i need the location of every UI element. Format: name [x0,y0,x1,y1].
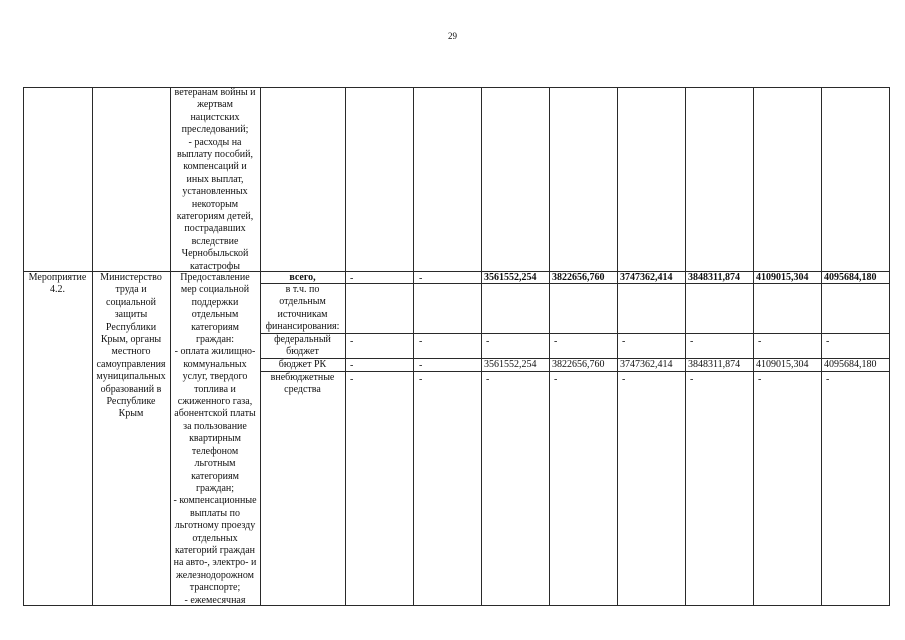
value-cell: - [350,374,354,385]
text-line: Чернобыльской [181,248,249,260]
text-line: внебюджетные [270,372,335,383]
col-line-10 [753,87,754,605]
event-executor [92,272,170,421]
col-line-8 [617,87,618,605]
text-line: компенсаций и [183,161,247,173]
text-line: граждан: [195,334,235,346]
text-line: нацистских [190,111,240,123]
text-line: жертвам [197,99,233,111]
value-cell: 3747362,414 [620,272,673,283]
event-label [23,272,92,297]
col-line-12 [889,87,890,605]
value-cell: 3747362,414 [620,359,673,370]
value-cell: - [554,374,558,385]
value-cell: - [622,336,626,347]
text-line: коммунальных [183,358,247,370]
value-cell: 3822656,760 [552,272,605,283]
text-line: ветеранам войны и [174,87,256,98]
text-line: всего, [289,272,316,283]
text-line: установленных [182,186,248,198]
text-line: граждан; [195,482,235,494]
value-cell: - [486,336,490,347]
description-continued [170,87,260,273]
page-number: 29 [448,31,457,41]
text-line: на авто-, электро- и [173,557,257,569]
value-cell: - [622,374,626,385]
text-line: категорий граждан [174,544,256,556]
row-divider-5 [260,371,890,372]
text-line: самоуправления [96,358,166,370]
text-line: льготным [194,458,236,470]
text-line: Мероприятие [28,272,87,283]
value-cell: 3561552,254 [484,359,537,370]
text-line: - расходы на [188,136,242,148]
text-line: - оплата жилищно- [174,346,256,358]
funding-source-regional [260,359,345,371]
text-line: бюджет РК [278,359,327,370]
text-line: муниципальных [96,371,166,383]
value-cell: - [350,273,354,284]
value-cell: 4109015,304 [756,272,809,283]
value-cell: 3822656,760 [552,359,605,370]
value-cell: - [419,273,423,284]
text-line: Предоставление [180,272,250,283]
text-line: иных выплат, [186,173,244,185]
col-line-11 [821,87,822,605]
text-line: средства [284,384,321,396]
value-cell: - [758,336,762,347]
funding-source-federal [260,334,345,359]
value-cell: 3848311,874 [688,272,740,283]
text-line: льготному проезду [174,520,256,532]
text-line: Республике [106,396,156,408]
table-bottom-border [23,605,890,606]
value-cell: - [690,374,694,385]
text-line: квартирным [189,433,241,445]
value-cell: - [350,336,354,347]
value-cell: 4095684,180 [824,359,877,370]
text-line: отдельных [192,532,238,544]
text-line: железнодорожном [175,569,255,581]
text-line: за пользование [183,420,247,432]
text-line: поддержки [191,296,239,308]
text-line: федеральный [274,334,331,345]
event-description [170,272,260,607]
value-cell: - [419,360,423,371]
text-line: отдельным [191,309,239,321]
table-top-border [23,87,890,88]
col-line-9 [685,87,686,605]
col-line-5 [413,87,414,605]
text-line: сжиженного газа, [177,396,253,408]
value-cell: - [690,336,694,347]
text-line: 4.2. [50,284,65,296]
value-cell: 3561552,254 [484,272,537,283]
text-line: Крым [118,408,144,420]
value-cell: - [419,336,423,347]
text-line: преследований; [181,124,249,136]
text-line: бюджет [286,346,319,358]
value-cell: - [758,374,762,385]
text-line: пострадавших [184,223,246,235]
value-cell: - [554,336,558,347]
text-line: категориям [191,321,239,333]
row-divider-3 [260,333,890,334]
text-line: защиты [114,309,148,321]
value-cell: - [419,374,423,385]
text-line: местного [111,346,151,358]
text-line: труда и [115,284,147,296]
text-line: источникам [277,308,328,320]
value-cell: - [350,360,354,371]
text-line: Республики [105,321,157,333]
col-line-7 [549,87,550,605]
text-line: топлива и [194,383,236,395]
col-line-4 [345,87,346,605]
funding-source-extrabudget [260,372,345,397]
text-line: категориям детей, [176,211,254,223]
value-cell: - [826,336,830,347]
text-line: - компенсационные [173,495,257,507]
text-line: вследствие [191,235,239,247]
value-cell: 4109015,304 [756,359,809,370]
text-line: телефоном [191,445,239,457]
text-line: социальной [106,296,156,308]
value-cell: 4095684,180 [824,272,877,283]
text-line: - ежемесячная [184,594,246,606]
text-line: в т.ч. по [285,284,320,295]
value-cell: - [486,374,490,385]
text-line: услуг, твердого [182,371,248,383]
funding-source-breakdown [260,284,345,334]
text-line: некоторым [191,198,239,210]
text-line: выплаты по [190,507,240,519]
text-line: финансирования: [265,321,340,333]
text-line: Крым, органы [100,334,162,346]
text-line: выплату пособий, [176,149,254,161]
value-cell: - [826,374,830,385]
col-line-6 [481,87,482,605]
col-line-0 [23,87,24,605]
value-cell: 3848311,874 [688,359,741,370]
text-line: абонентской платы [174,408,256,420]
text-line: мер социальной [180,284,250,296]
text-line: образований в [100,383,162,395]
text-line: катастрофы [190,260,240,272]
text-line: Министерство [100,272,162,283]
funding-source-total [260,272,345,284]
text-line: отдельным [279,296,326,308]
text-line: транспорте; [189,582,241,594]
text-line: категориям [191,470,239,482]
